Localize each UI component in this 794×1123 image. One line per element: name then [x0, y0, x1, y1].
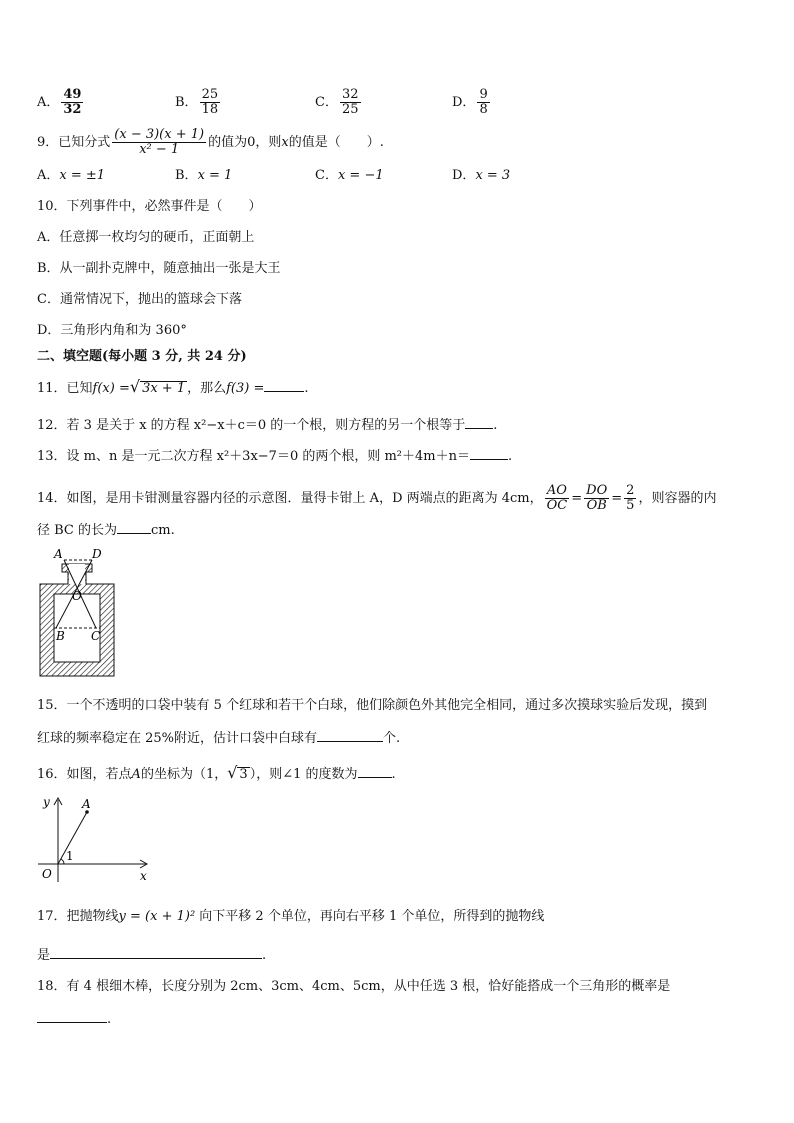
q17-line2: 是 . [37, 948, 267, 963]
section-heading: 二、填空题(每小题 3 分, 共 24 分) [37, 349, 247, 364]
q9-option-d: D．x = 3 [452, 168, 511, 183]
q14-line1: 14．如图，是用卡钳测量容器内径的示意图．量得卡钳上 A，D 两端点的距离为 4cm， $\frac{AO}{OC}$ = $\frac{DO}{OB}$ = $\frac{2}{5}$ ，则容器的内 [37, 483, 717, 513]
q16: 16．如图，若点A的坐标为（1，√ 3 ），则∠1 的度数为 . [37, 763, 396, 782]
container-opening [69, 564, 85, 584]
q17-answer-blank[interactable] [50, 946, 262, 959]
label-c: C [91, 629, 101, 643]
q8-option-a: A． $\frac{49}{32}$ [37, 87, 82, 117]
label-b: B [56, 629, 65, 643]
q9-option-c: C．x = −1 [315, 168, 384, 183]
caliper-diagram [36, 544, 120, 684]
q18-line1: 18．有 4 根细木棒，长度分别为 2cm、3cm、4cm、5cm，从中任选 3 根，恰好能搭成一个三角形的概率是 [37, 979, 671, 994]
label-x: x [140, 869, 147, 883]
q14-answer-blank[interactable] [117, 521, 151, 534]
label-angle-1: 1 [66, 849, 74, 863]
q10-option-d: D．三角形内角和为 360° [37, 323, 187, 338]
q15-line1: 15．一个不透明的口袋中装有 5 个红球和若干个白球，他们除颜色外其他完全相同，通过多次摸球实验后发现，摸到 [37, 698, 708, 713]
label-o: O [72, 589, 82, 603]
q15-line2: 红球的频率稳定在 25%附近，估计口袋中白球有 个. [37, 731, 401, 746]
q8-option-d: D． $\frac{9}{8}$ [452, 87, 488, 117]
q14-line2: 径 BC 的长为 cm. [37, 523, 175, 538]
label-a: A [54, 547, 63, 561]
q13: 13．设 m、n 是一元二次方程 x²＋3x−7＝0 的两个根，则 m²＋4m＋n＝ . [37, 449, 513, 464]
q12-answer-blank[interactable] [465, 416, 493, 429]
angle-arc [61, 859, 64, 864]
q9-stem: 9．已知分式 $\frac{(x - 3)(x + 1)}{\text{x² − 1}}$ 的值为0，则x的值是（ ）. [37, 127, 384, 157]
label-point-a: A [82, 797, 91, 811]
q9-option-b: B．x = 1 [175, 168, 233, 183]
q13-answer-blank[interactable] [470, 447, 508, 460]
label-y: y [43, 795, 50, 809]
q15-answer-blank[interactable] [317, 729, 383, 742]
q8-option-c: C． $\frac{32}{25}$ [315, 87, 359, 117]
coordinate-diagram [34, 794, 158, 884]
q18-answer-blank[interactable] [37, 1010, 107, 1023]
q10-stem: 10．下列事件中，必然事件是（ ） [37, 199, 262, 214]
label-d: D [92, 547, 102, 561]
q17-line1: 17．把抛物线y = (x + 1)² 向下平移 2 个单位，再向右平移 1 个单位，所得到的抛物线 [37, 909, 545, 924]
q16-answer-blank[interactable] [358, 765, 392, 778]
q12: 12．若 3 是关于 x 的方程 x²−x＋c＝0 的一个根，则方程的另一个根等于 . [37, 418, 498, 433]
q10-option-a: A．任意掷一枚均匀的硬币，正面朝上 [37, 230, 255, 245]
q9-option-a: A．x = ±1 [37, 168, 106, 183]
q8-option-b: B． $\frac{25}{18}$ [175, 87, 219, 117]
q10-option-c: C．通常情况下，抛出的篮球会下落 [37, 292, 242, 307]
q18-line2: . [37, 1010, 111, 1029]
q11: 11．已知f(x) =√ 3x + 1 ，那么f(3) = . [37, 377, 309, 396]
q11-answer-blank[interactable] [264, 379, 304, 392]
label-origin: O [42, 867, 52, 881]
q10-option-b: B．从一副扑克牌中，随意抽出一张是大王 [37, 261, 281, 276]
